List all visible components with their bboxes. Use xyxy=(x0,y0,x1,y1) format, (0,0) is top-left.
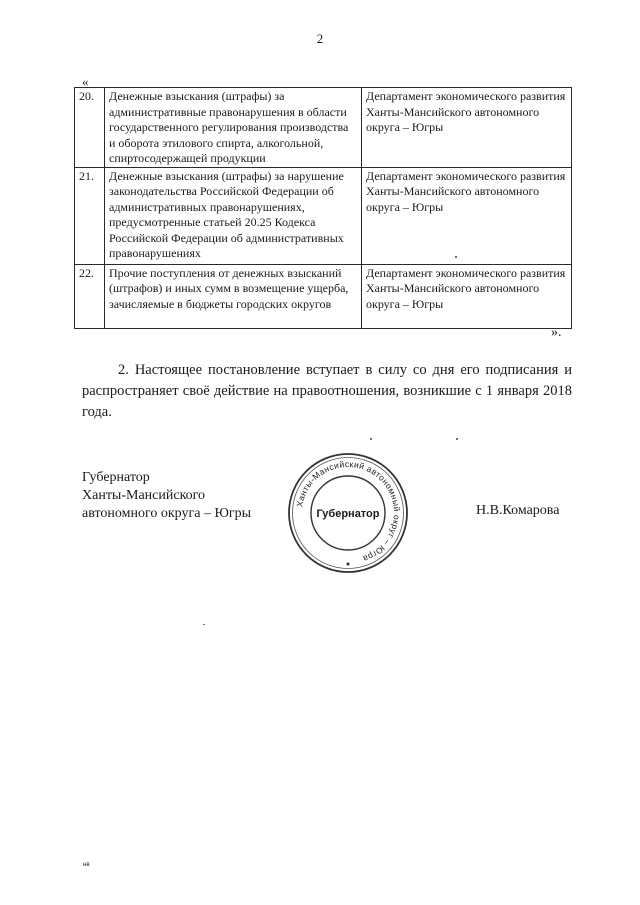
closing-quote: ». xyxy=(551,325,562,340)
row-description: Прочие поступления от денежных взысканий (штрафов) и иных сумм в возмещение ущерба, зачисляемые в бюджеты городских округов xyxy=(105,264,362,328)
page-number: 2 xyxy=(316,31,324,46)
opening-quote: « xyxy=(82,74,89,89)
table-row xyxy=(75,167,572,264)
table-row xyxy=(75,264,572,328)
clause-paragraph: 2. Настоящее постановление вступает в силу со дня его подписания и распространяет своё действие на правоотношения, возникшие с 1 января 2018 года. xyxy=(82,362,572,420)
scan-speck xyxy=(456,438,458,440)
revenue-table xyxy=(74,87,572,329)
signer-title xyxy=(82,469,251,523)
signer-title-line: Губернатор xyxy=(82,470,150,485)
row-department: Департамент экономического развития Ханты-Мансийского автономного округа – Югры xyxy=(362,88,572,168)
signer-title-line: Ханты-Мансийского xyxy=(82,488,206,503)
scan-speck xyxy=(370,438,372,440)
signer-name: Н.В.Комарова xyxy=(476,503,560,518)
footer-code: нв xyxy=(83,862,90,868)
seal-ring-text: Ханты-Мансийский автономный округ – Югра xyxy=(294,458,403,565)
table-row xyxy=(75,88,572,168)
row-department: Департамент экономического развития Ханты-Мансийского автономного округа – Югры xyxy=(362,167,572,264)
row-number: 22. xyxy=(75,264,105,328)
scan-speck xyxy=(455,256,457,258)
signer-title-line: автономного округа – Югры xyxy=(82,506,251,521)
official-seal xyxy=(286,451,410,575)
row-description: Денежные взыскания (штрафы) за административные правонарушения в области государственного регулирования производства и оборота этилового спирта, алкогольной, спиртосодержащей продукции xyxy=(105,88,362,168)
seal-center-text: Губернатор xyxy=(316,508,380,520)
seal-star-mark xyxy=(347,563,350,566)
row-number: 20. xyxy=(75,88,105,168)
row-number: 21. xyxy=(75,167,105,264)
row-department: Департамент экономического развития Ханты-Мансийского автономного округа – Югры xyxy=(362,264,572,328)
row-description: Денежные взыскания (штрафы) за нарушение законодательства Российской Федерации об административных правонарушениях, предусмотренные статьей 20.25 Кодекса Российской Федерации об административных правонарушениях xyxy=(105,167,362,264)
scan-speck xyxy=(203,624,205,625)
